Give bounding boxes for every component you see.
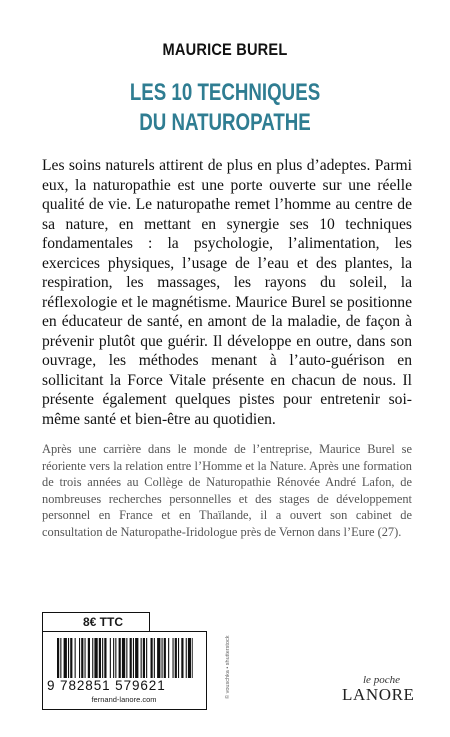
title-line-2: DU NATUROPATHE [139,109,311,136]
book-title [50,78,401,138]
publisher-name: LANORE [342,685,415,704]
photo-credit [219,614,231,699]
publisher-logo [342,674,422,714]
series-name: le poche [363,674,400,686]
isbn-number: 9 782851 579621 [47,678,166,693]
price-label: 8€ TTC [42,612,150,631]
title-line-1: LES 10 TECHNIQUES [129,79,321,106]
book-blurb: Les soins naturels attirent de plus en plus d’adeptes. Parmi eux, la naturopathie est une porte ouverte sur une réelle qualité de vie. Le naturopathe remet l’homme au centre de sa nature, en mettant en synergie ses 10 techniques fondamentales : la psychologie, l’alimentation, les exercices physiques, l’usage de l’eau et des plantes, la respiration, les massages, les rayons du soleil, la réflexologie et le magnétisme. Maurice Burel se positionne en éducateur de santé, en amont de la maladie, de façon à prévenir plutôt que guérir. Il développe en outre, dans son ouvrage, les méthodes menant à l’auto-guérison en sollicitant la Force Vitale présente en chacun de nous. Il présente également quelques pistes pour entretenir soi-même santé et bien-être au quotidien. [42,157,412,428]
barcode-icon [57,638,193,678]
photo-credit-text: © vouschka • shutterstock [225,635,231,699]
publisher-website: fernand-lanore.com [91,695,157,704]
author-name: MAURICE BUREL [162,40,288,59]
barcode-block [42,631,207,710]
author-bio: Après une carrière dans le monde de l’entreprise, Maurice Burel se réoriente vers la relation entre l’Homme et la Nature. Après une formation de trois années au Collège de Naturopathie Rénovée André Lafon, de nombreuses recherches personnelles et des stages de développement personnel en France et en Thaïlande, il a ouvert son cabinet de consultation de Naturopathe-Iridologue près de Vernon dans l’Eure (27). [42,442,412,539]
